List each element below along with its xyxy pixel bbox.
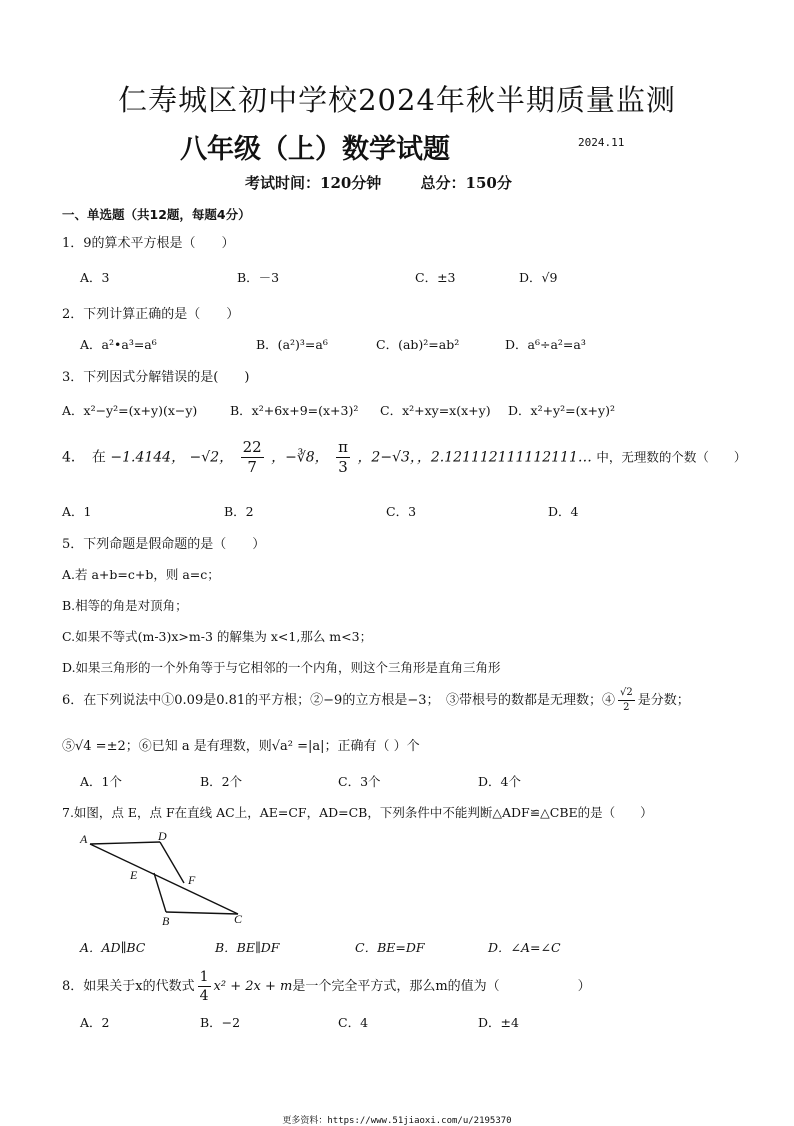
question-6-line-1-text: 6．在下列说法中①0.09是0.81的平方根；②−9的立方根是−3； ③带根号的数都是无理数；④: [62, 693, 615, 708]
page-subtitle: 八年级（上）数学试题: [180, 134, 450, 165]
question-8-stem: [62, 970, 591, 1003]
question-5-stem: 5．下列命题是假命题的是（ ）: [62, 537, 266, 552]
question-7-option-c: C．BE=DF: [355, 940, 425, 955]
question-4-option-d: D．4: [548, 504, 579, 519]
question-8-option-b: B．−2: [200, 1015, 241, 1030]
question-4-fraction-2-numerator: π: [338, 438, 348, 456]
question-3-option-b: B．x²+6x+9=(x+3)²: [230, 403, 359, 418]
question-3-option-d: D．x²+y²=(x+y)²: [508, 403, 615, 418]
question-7-option-b: B．BE∥DF: [215, 940, 280, 955]
question-4-number-2: −√2，: [189, 449, 234, 466]
point-label-a: A: [80, 832, 88, 846]
question-2-option-c: C．(ab)²=ab²: [376, 337, 460, 352]
question-8-option-d: D．±4: [478, 1015, 519, 1030]
question-4-fraction-1: [241, 440, 264, 475]
question-4-fraction-2-denominator: 3: [338, 458, 348, 476]
question-8-expression: x² + 2x + m: [213, 979, 293, 994]
question-8-option-a: A．2: [80, 1015, 110, 1030]
exam-time: 考试时间：120分钟: [245, 174, 382, 192]
question-8-suffix: 是一个完全平方式，那么m的值为（ ）: [292, 979, 591, 994]
question-6-fraction-denominator: 2: [623, 702, 630, 713]
segment-df: [160, 842, 184, 883]
question-2-option-a: A．a²•a³=a⁶: [80, 337, 157, 352]
question-6-line-1: [62, 688, 690, 713]
question-1-option-a: A．3: [80, 270, 110, 285]
footer-link[interactable]: 更多资料：https://www.51jiaoxi.com/u/2195370: [282, 1116, 512, 1126]
question-4-fraction-2: [336, 440, 350, 475]
question-4-number-3: ，−∛8，: [271, 449, 329, 466]
question-8-fraction: [198, 970, 211, 1003]
question-2-option-b: B．(a²)³=a⁶: [256, 337, 328, 352]
question-4-option-c: C．3: [386, 504, 417, 519]
question-6-option-d: D．4个: [478, 774, 521, 789]
question-8-option-c: C．4: [338, 1015, 369, 1030]
question-1-stem: 1．9的算术平方根是（ ）: [62, 236, 235, 251]
exam-date: 2024.11: [578, 136, 625, 149]
question-1-option-d-math: √9: [541, 270, 558, 285]
question-3-option-a: A．x²−y²=(x+y)(x−y): [62, 403, 198, 418]
question-7-option-d: D．∠A=∠C: [488, 940, 561, 955]
question-4-option-b: B．2: [224, 504, 254, 519]
question-1-option-b: B．－3: [237, 270, 280, 285]
point-label-f: F: [188, 873, 196, 887]
question-2-stem: 2．下列计算正确的是（ ）: [62, 307, 240, 322]
question-7-stem: 7.如图，点 E，点 F在直线 AC上，AE=CF，AD=CB，下列条件中不能判断△ADF≌△CBE的是（ ）: [62, 805, 653, 820]
question-5-option-a: A.若 a+b=c+b，则 a=c；: [62, 567, 220, 582]
exam-info: [245, 172, 546, 193]
exam-total-score: 总分：150分: [420, 174, 512, 192]
question-3-option-c: C．x²+xy=x(x+y): [380, 403, 491, 418]
question-7-option-a: A．AD∥BC: [80, 940, 146, 955]
page-title: 仁寿城区初中学校2024年秋半期质量监测: [118, 83, 676, 117]
question-5-option-b: B.相等的角是对顶角；: [62, 598, 188, 613]
question-8-fraction-denominator: 4: [199, 988, 209, 1004]
point-label-d: D: [158, 829, 167, 843]
segment-ad: [90, 842, 160, 844]
question-6-fraction: [618, 688, 635, 713]
question-6-option-a: A．1个: [80, 774, 122, 789]
question-6-option-b: B．2个: [200, 774, 243, 789]
question-8-prefix: 8．如果关于x的代数式: [62, 979, 195, 994]
question-5-option-c: C.如果不等式(m-3)x>m-3 的解集为 x<1,那么 m<3；: [62, 629, 373, 644]
question-4-fraction-1-denominator: 7: [247, 458, 257, 476]
question-6-option-c: C．3个: [338, 774, 381, 789]
question-1-option-d-label: D．: [519, 270, 542, 285]
question-7-figure: [76, 826, 256, 936]
question-6-line-2: ⑤√4 =±2；⑥已知 a 是有理数，则√a² =|a|；正确有（ ）个: [62, 739, 420, 754]
question-4-number-4: ，2−√3，，2.121112111112111…: [357, 449, 592, 466]
question-4-stem: [62, 440, 746, 475]
segment-bc: [166, 912, 238, 914]
point-label-b: B: [162, 914, 170, 928]
section-heading: 一、单选题（共12题，每题4分）: [62, 207, 251, 222]
question-5-option-d: D.如果三角形的一个外角等于与它相邻的一个内角，则这个三角形是直角三角形: [62, 660, 501, 675]
question-6-fraction-numerator: √2: [618, 688, 635, 701]
question-4-suffix: 中，无理数的个数（ ）: [596, 449, 747, 465]
question-8-fraction-numerator: 1: [199, 969, 209, 985]
point-label-e: E: [130, 868, 138, 882]
question-4-fraction-1-numerator: 22: [242, 438, 262, 456]
question-2-option-d: D．a⁶÷a²=a³: [505, 337, 586, 352]
question-1-option-c: C．±3: [415, 270, 456, 285]
point-label-c: C: [234, 912, 243, 926]
question-4-option-a: A．1: [62, 504, 92, 519]
question-6-line-1-end: 是分数；: [637, 693, 690, 708]
question-4-prefix: 4． 在: [62, 449, 106, 466]
question-3-stem: 3．下列因式分解错误的是( ): [62, 370, 250, 385]
question-4-number-1: −1.4144，: [110, 449, 186, 466]
question-1-option-d: [519, 268, 557, 286]
